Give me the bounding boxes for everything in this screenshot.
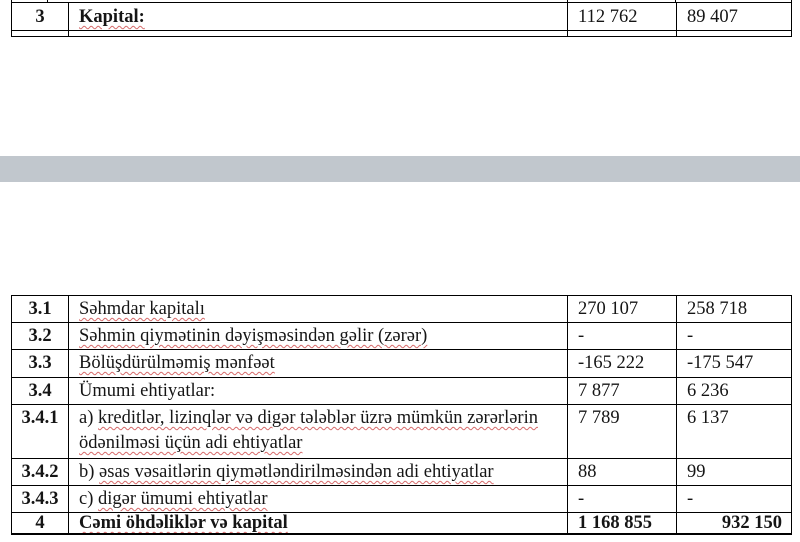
value-previous-cell: - (687, 489, 694, 509)
row-label-cell (69, 378, 568, 404)
value-current-cell: 88 (568, 459, 677, 485)
row-label: digər ümumi ehtiyatlar (98, 489, 268, 509)
table-row (12, 459, 791, 486)
row-number-cell: 3.4 (12, 378, 69, 404)
value-current-cell: -165 222 (568, 350, 677, 377)
row-label-cell (69, 3, 568, 30)
table-row (12, 378, 791, 405)
empty-cell (69, 31, 568, 36)
row-label: Kapital: (79, 7, 145, 27)
row-label-cell (69, 350, 568, 377)
value-current-cell: 270 107 (568, 296, 677, 322)
value-current-cell: 7 789 (568, 405, 677, 458)
row-label-prefix: a) (79, 408, 98, 428)
row-label-prefix: b) (79, 462, 100, 482)
row-label-cell (69, 486, 568, 512)
row-label: Bölüşdürülməmiş mənfəət (79, 353, 275, 373)
table-row (12, 486, 791, 513)
empty-cell (677, 31, 791, 36)
row-number-cell: 4 (12, 513, 69, 533)
row-label-prefix: c) (79, 489, 98, 509)
row-label-cell (69, 459, 568, 485)
row-number-cell: 3.4.3 (12, 486, 69, 512)
table-row (12, 405, 791, 459)
value-current-cell: 1 168 855 (568, 513, 677, 533)
value-previous-cell: 258 718 (687, 299, 748, 319)
value-current-cell: 112 762 (568, 3, 677, 30)
row-number-cell: 3.2 (12, 323, 69, 349)
row-label: əsas vəsaitlərin qiymətləndirilməsindən adi ehtiyatlar (99, 462, 494, 482)
value-previous-cell: 99 (687, 462, 706, 482)
row-number-cell: 3.4.1 (12, 405, 69, 458)
row-number-cell: 3.3 (12, 350, 69, 377)
table-row (12, 3, 791, 31)
table-row (12, 323, 791, 350)
value-previous-cell: 89 407 (687, 7, 738, 27)
row-label-cell (69, 405, 568, 458)
row-label: Səhmdar kapitalı (79, 299, 205, 319)
value-previous-cell: 6 236 (687, 381, 729, 401)
table-total-row (12, 513, 791, 533)
empty-cell (12, 31, 69, 36)
capital-summary-table (11, 2, 792, 37)
row-number-cell: 3 (12, 3, 69, 30)
value-previous-cell: - (687, 326, 694, 346)
row-label: Cəmi öhdəliklər və kapital (79, 513, 288, 533)
row-label: Səhmin qiymətinin dəyişməsindən gəlir (zərər) (79, 326, 428, 346)
page-break-band (0, 156, 800, 182)
table-row-clipped (12, 31, 791, 36)
row-label: Ümumi ehtiyatlar: (79, 381, 216, 401)
value-previous-cell: 6 137 (687, 408, 729, 428)
row-number-cell: 3.4.2 (12, 459, 69, 485)
table-row (12, 350, 791, 378)
value-previous-cell: -175 547 (687, 353, 754, 373)
row-label-cell (69, 513, 568, 533)
value-current-cell: - (568, 486, 677, 512)
value-current-cell: 7 877 (568, 378, 677, 404)
row-number-cell: 3.1 (12, 296, 69, 322)
row-label: kreditlər, lizinqlər və digər tələblər üzrə mümkün zərərlərin ödənilməsi üçün adi ehtiyatlar (79, 408, 538, 453)
value-current-cell: - (568, 323, 677, 349)
value-previous-cell: 932 150 (721, 513, 782, 533)
capital-detail-table (11, 295, 792, 535)
table-row (12, 296, 791, 323)
empty-cell (568, 31, 677, 36)
row-label-cell (69, 296, 568, 322)
row-label-cell (69, 323, 568, 349)
